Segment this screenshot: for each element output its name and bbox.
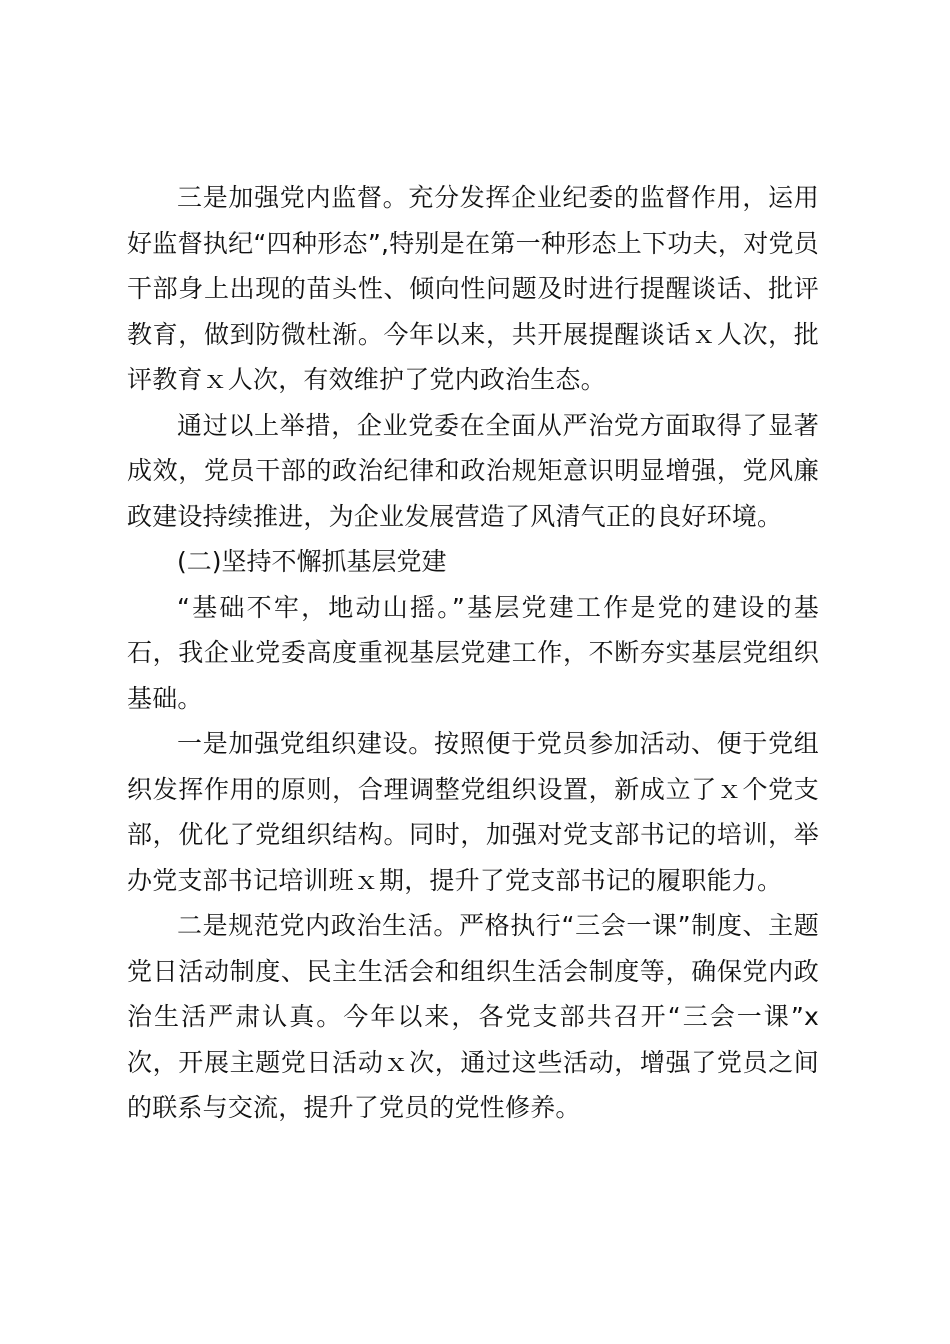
section-heading: (二)坚持不懈抓基层党建 — [177, 547, 447, 576]
document-body — [127, 175, 819, 1131]
paragraph-summary: 通过以上举措，企业党委在全面从严治党方面取得了显著成效，党员干部的政治纪律和政治规矩意识明显增强，党风廉政建设持续推进，为企业发展营造了风清气正的良好环境。 — [127, 410, 819, 531]
paragraph-foundation: “基础不牢，地动山摇。”基层党建工作是党的建设的基石，我企业党委高度重视基层党建工作，不断夯实基层党组织基础。 — [127, 592, 819, 713]
paragraph-organization: 一是加强党组织建设。按照便于党员参加活动、便于党组织发挥作用的原则，合理调整党组织设置，新成立了ｘ个党支部，优化了党组织结构。同时，加强对党支部书记的培训，举办党支部书记培训班ｘ期，提升了党支部书记的履职能力。 — [127, 729, 819, 895]
paragraph-political-life: 二是规范党内政治生活。严格执行“三会一课”制度、主题党日活动制度、民主生活会和组织生活会制度等，确保党内政治生活严肃认真。今年以来，各党支部共召开“三会一课”x次，开展主题党日活动ｘ次，通过这些活动，增强了党员之间的联系与交流，提升了党员的党性修养。 — [127, 911, 819, 1122]
paragraph-supervision: 三是加强党内监督。充分发挥企业纪委的监督作用，运用好监督执纪“四种形态”,特别是在第一种形态上下功夫，对党员干部身上出现的苗头性、倾向性问题及时进行提醒谈话、批评教育，做到防微杜渐。今年以来，共开展提醒谈话ｘ人次，批评教育ｘ人次，有效维护了党内政治生态。 — [127, 183, 819, 394]
